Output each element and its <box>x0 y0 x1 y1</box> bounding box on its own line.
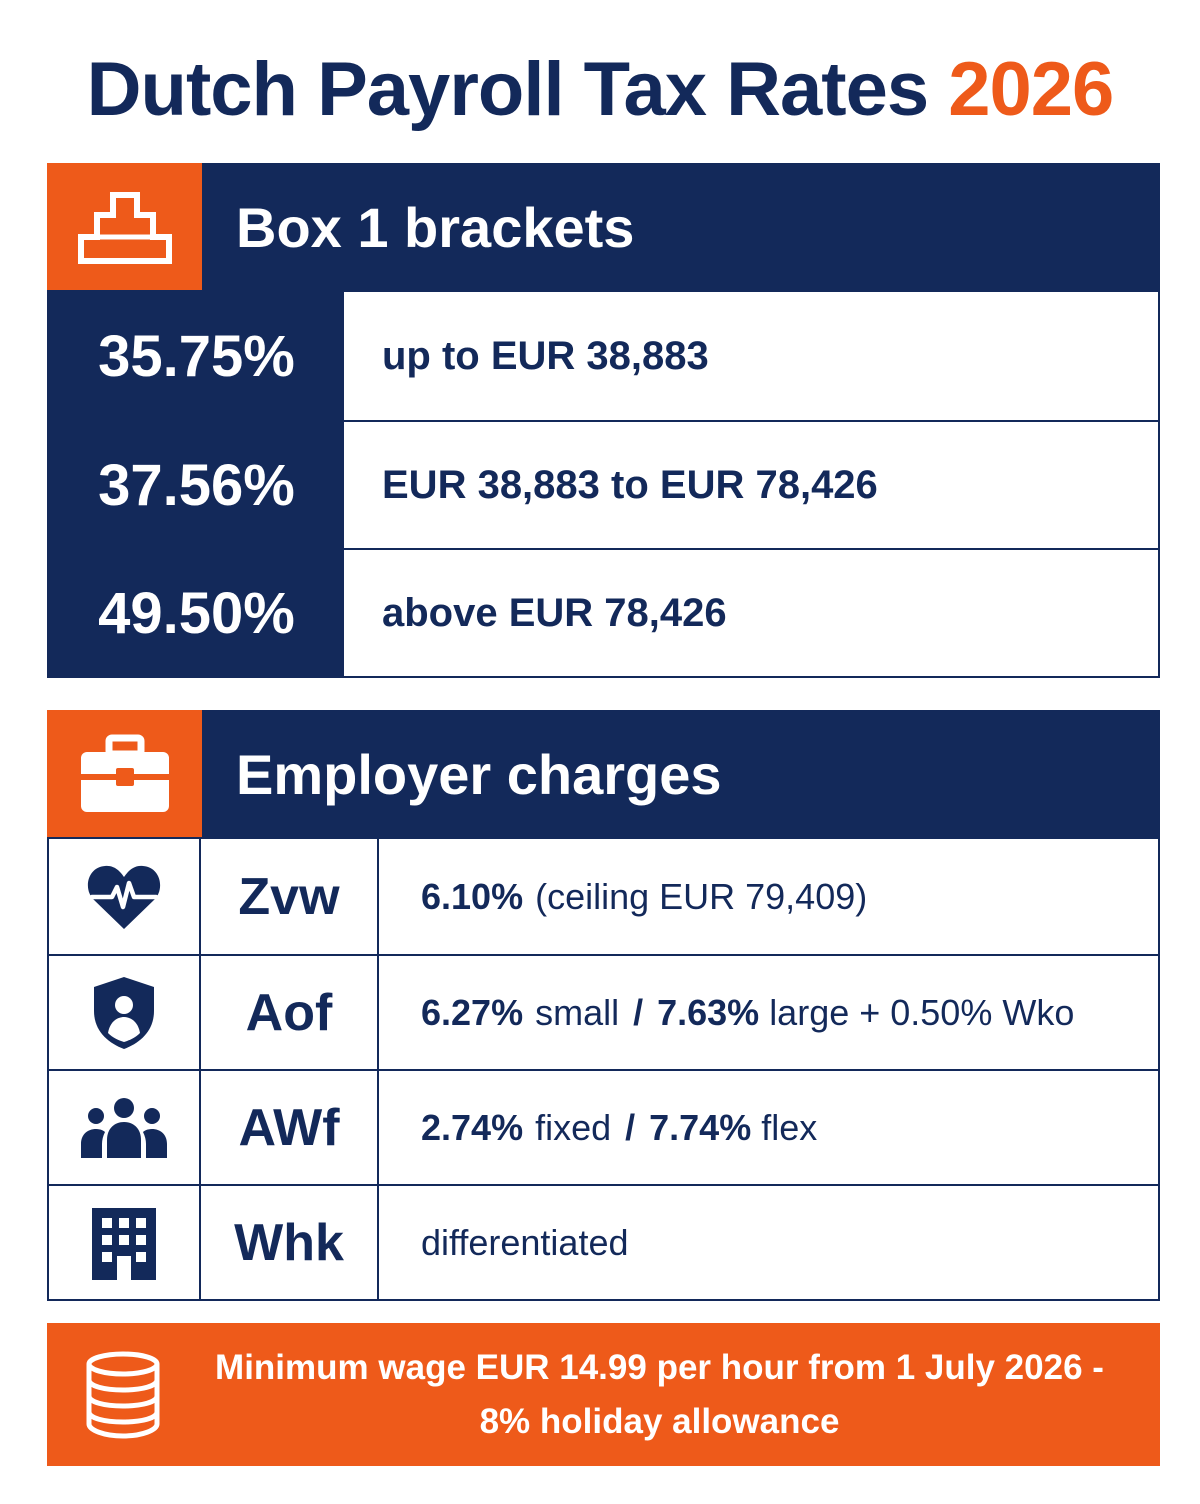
charge-name: Zvw <box>201 839 379 954</box>
box1-title: Box 1 brackets <box>236 195 635 259</box>
title-main: Dutch Payroll Tax Rates <box>86 47 929 132</box>
charge-row-whk <box>49 1184 1158 1299</box>
charge-description <box>379 956 1158 1069</box>
building-icon <box>90 1206 158 1280</box>
charge-separator: / <box>633 991 644 1033</box>
charge-rate-alt: 7.63% <box>657 991 760 1033</box>
banner-line-1: Minimum wage EUR 14.99 per hour from 1 July 2026 - <box>215 1347 1104 1387</box>
bracket-rate: 35.75% <box>49 292 344 420</box>
charge-note: differentiated <box>421 1221 629 1263</box>
charge-description <box>379 1186 1158 1299</box>
bracket-range: EUR 38,883 to EUR 78,426 <box>382 462 878 507</box>
bracket-range: above EUR 78,426 <box>382 590 727 635</box>
bracket-range: up to EUR 38,883 <box>382 333 709 378</box>
people-group-icon <box>79 1096 169 1160</box>
page-title <box>0 40 1200 140</box>
title-year: 2026 <box>948 47 1114 132</box>
box1-icon-box <box>47 163 202 291</box>
stepped-brackets-icon <box>75 187 175 267</box>
charge-rate-alt: 7.74% <box>649 1106 752 1148</box>
charge-separator: / <box>625 1106 636 1148</box>
charge-name: Whk <box>201 1186 379 1299</box>
charge-note: (ceiling EUR 79,409) <box>535 875 868 917</box>
charge-note-alt: large + 0.50% Wko <box>769 991 1075 1033</box>
employer-title: Employer charges <box>236 742 722 806</box>
charge-description <box>379 1071 1158 1184</box>
charge-name: Aof <box>201 956 379 1069</box>
charge-note: small <box>535 991 620 1033</box>
charge-row-aof <box>49 954 1158 1069</box>
box1-brackets <box>47 290 1160 678</box>
coin-stack-icon <box>83 1350 163 1440</box>
bracket-rate: 49.50% <box>49 550 344 676</box>
charge-rate: 6.10% <box>421 875 524 917</box>
employer-charges-table <box>47 837 1160 1301</box>
heart-pulse-icon <box>86 863 162 931</box>
charge-description <box>379 839 1158 954</box>
bracket-row <box>49 292 1158 420</box>
banner-line-2: 8% holiday allowance <box>479 1401 840 1441</box>
minimum-wage-banner <box>47 1323 1160 1466</box>
briefcase-icon <box>79 734 171 814</box>
box1-header <box>47 163 1160 291</box>
charge-rate: 6.27% <box>421 991 524 1033</box>
shield-person-icon <box>92 975 156 1051</box>
banner-text <box>199 1341 1160 1449</box>
bracket-rate: 37.56% <box>49 422 344 548</box>
employer-icon-box <box>47 710 202 838</box>
charge-note: fixed <box>535 1106 612 1148</box>
charge-row-zvw <box>49 839 1158 954</box>
charge-rate: 2.74% <box>421 1106 524 1148</box>
charge-name: AWf <box>201 1071 379 1184</box>
employer-header <box>47 710 1160 838</box>
charge-note-alt: flex <box>761 1106 818 1148</box>
charge-row-awf <box>49 1069 1158 1184</box>
bracket-row <box>49 420 1158 548</box>
bracket-row <box>49 548 1158 676</box>
